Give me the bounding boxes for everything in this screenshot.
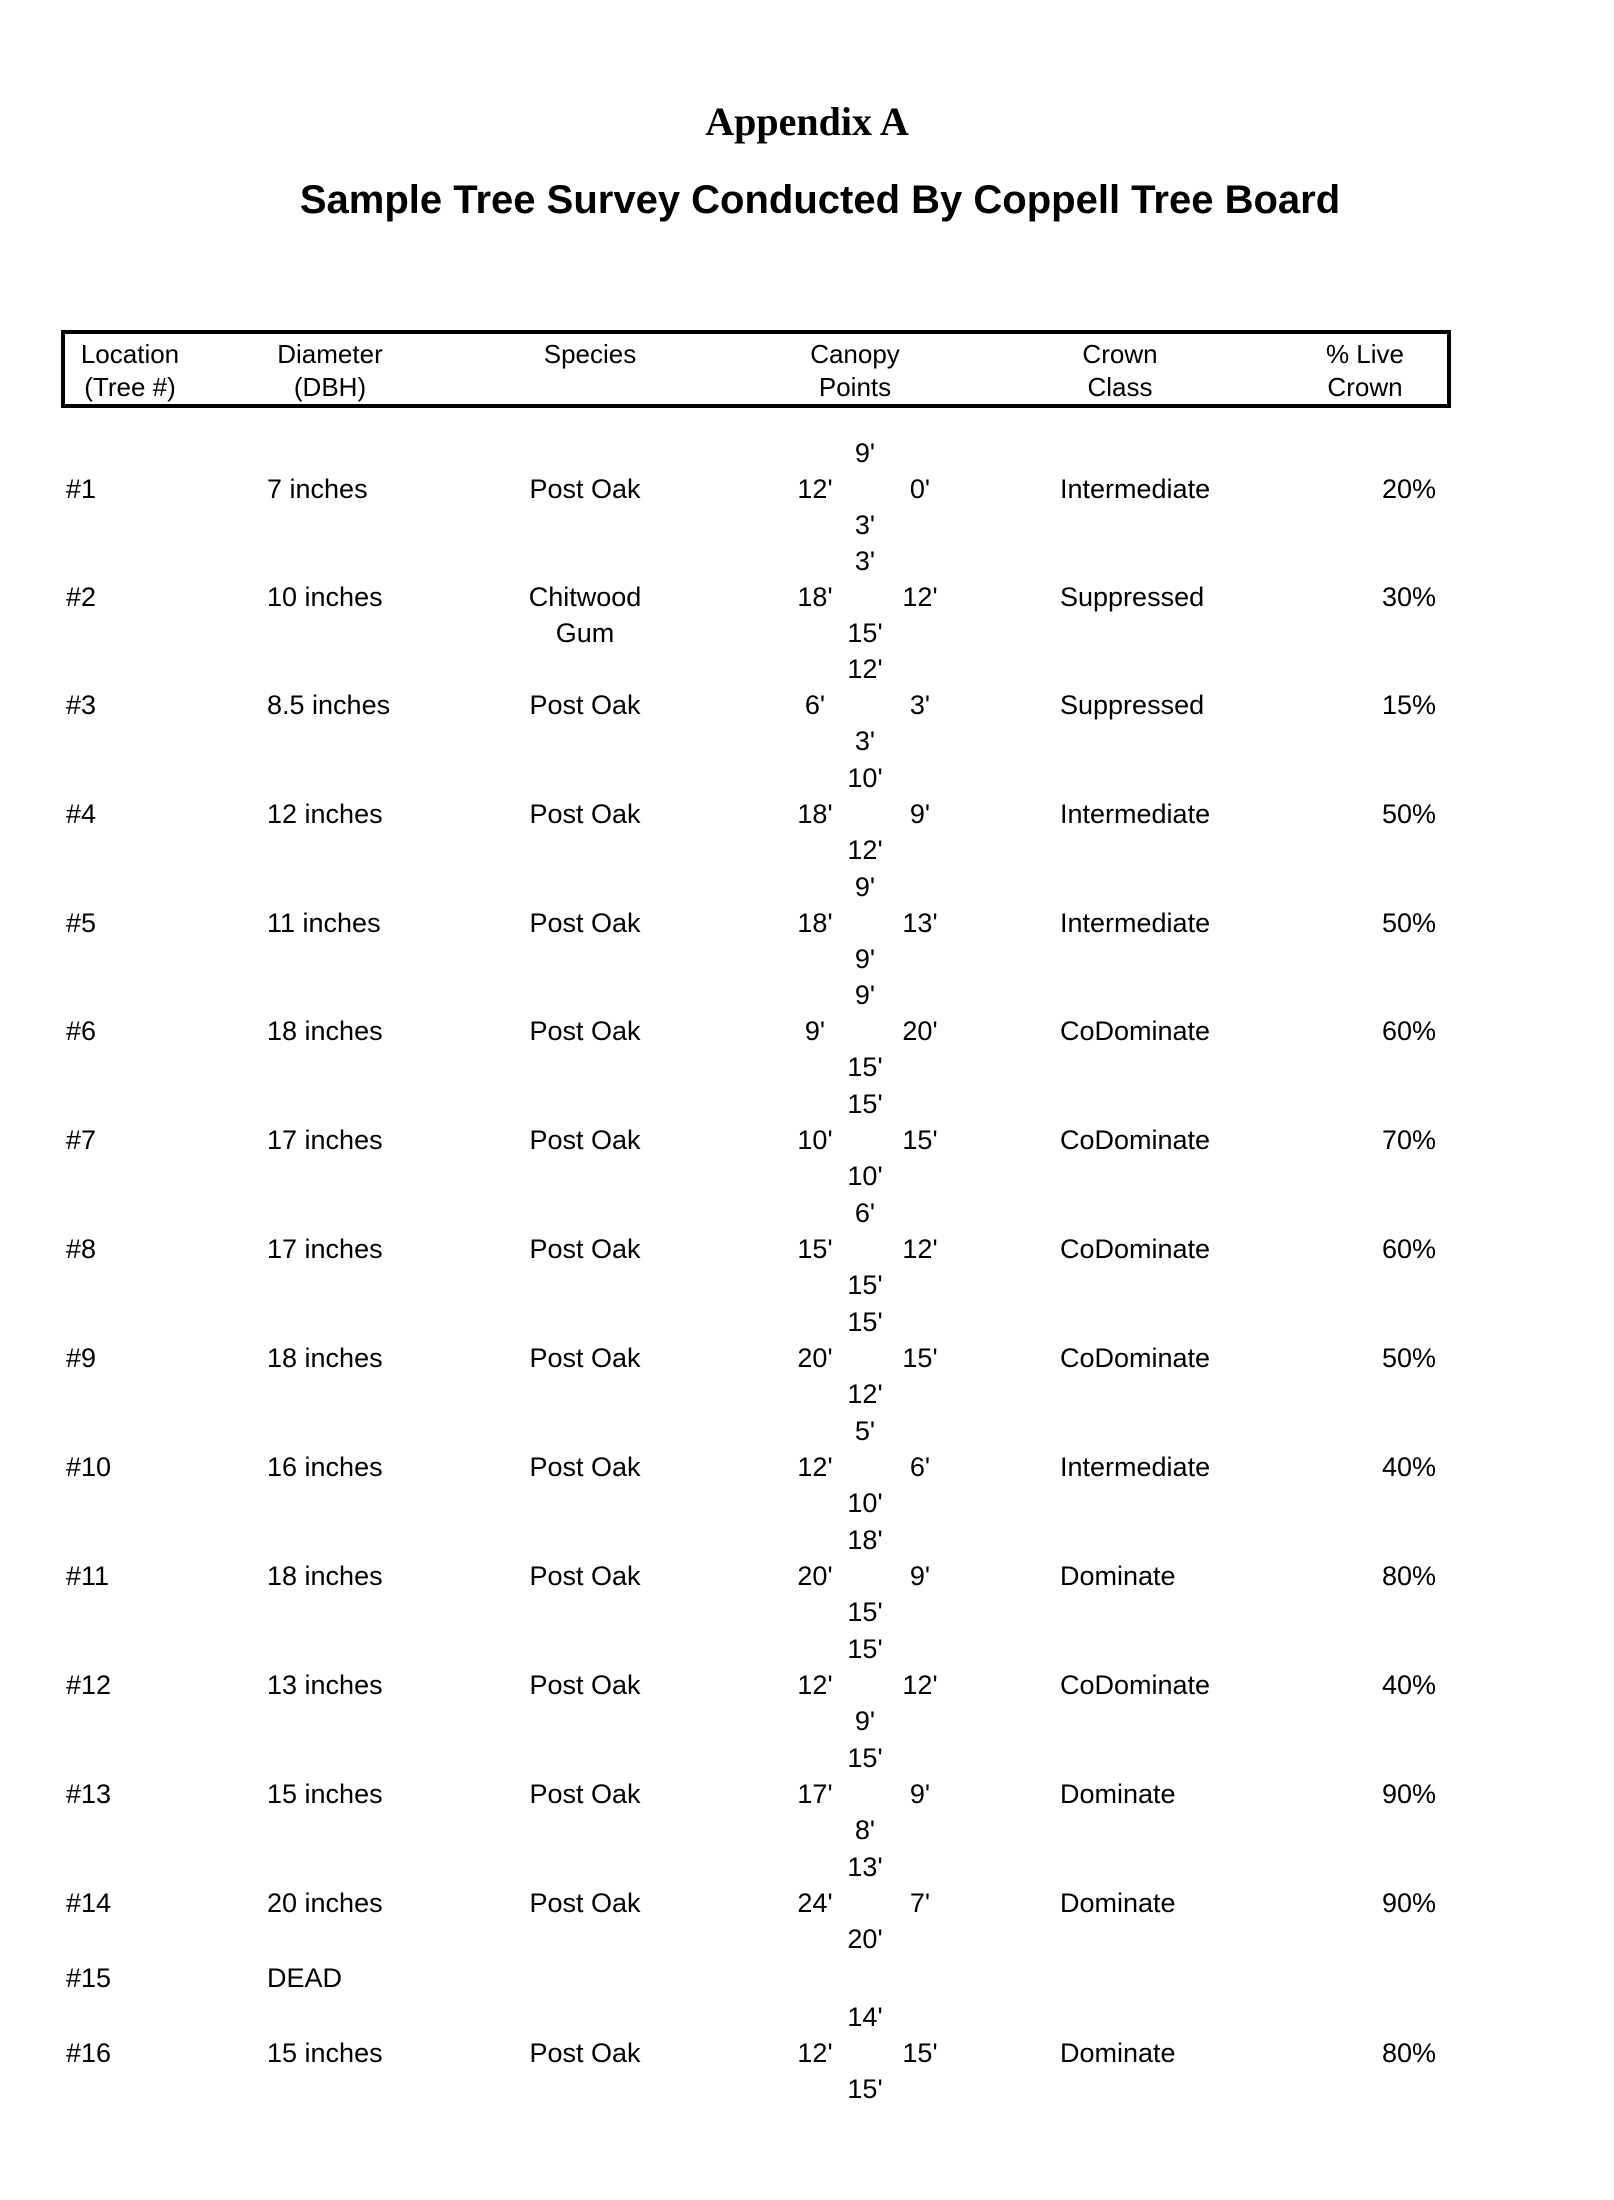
canopy-point-south: 15' xyxy=(847,618,883,648)
tree-diameter: 18 inches xyxy=(267,1561,383,1591)
canopy-point-south: 15' xyxy=(847,1597,883,1627)
canopy-point-south: 15' xyxy=(847,2074,883,2104)
live-crown-percent: 80% xyxy=(1381,1561,1436,1591)
live-crown-percent: 40% xyxy=(1381,1452,1436,1482)
crown-class: CoDominate xyxy=(1060,1125,1211,1155)
canopy-point-west: 10' xyxy=(797,1125,833,1155)
canopy-point-north: 18' xyxy=(847,1525,883,1555)
tree-location: #6 xyxy=(66,1016,97,1046)
canopy-point-west: 12' xyxy=(797,2038,833,2068)
crown-class: CoDominate xyxy=(1060,1343,1211,1373)
canopy-point-east: 15' xyxy=(902,1125,938,1155)
canopy-point-east: 0' xyxy=(909,474,931,504)
tree-location: #5 xyxy=(66,908,97,938)
canopy-point-south: 3' xyxy=(854,510,876,540)
header-canopy-line1: Canopy xyxy=(810,339,900,369)
tree-location: #10 xyxy=(66,1452,112,1482)
canopy-point-north: 14' xyxy=(847,2002,883,2032)
header-diameter-line2: (DBH) xyxy=(293,372,367,402)
tree-species: Post Oak xyxy=(529,1670,641,1700)
canopy-point-west: 18' xyxy=(797,582,833,612)
crown-class: Dominate xyxy=(1060,1888,1176,1918)
header-location-line1: Location xyxy=(80,339,180,369)
tree-location: #1 xyxy=(66,474,97,504)
live-crown-percent: 90% xyxy=(1381,1888,1436,1918)
tree-location: #8 xyxy=(66,1234,97,1264)
tree-species: Post Oak xyxy=(529,690,641,720)
tree-diameter: 16 inches xyxy=(267,1452,383,1482)
live-crown-percent: 50% xyxy=(1381,1343,1436,1373)
canopy-point-east: 9' xyxy=(909,1779,931,1809)
canopy-point-east: 9' xyxy=(909,1561,931,1591)
live-crown-percent: 30% xyxy=(1381,582,1436,612)
canopy-point-west: 24' xyxy=(797,1888,833,1918)
crown-class: Intermediate xyxy=(1060,474,1211,504)
canopy-point-north: 15' xyxy=(847,1634,883,1664)
tree-diameter: 18 inches xyxy=(267,1016,383,1046)
tree-diameter: 17 inches xyxy=(267,1125,383,1155)
canopy-point-south: 20' xyxy=(847,1924,883,1954)
tree-species: Post Oak xyxy=(529,1125,641,1155)
tree-location: #13 xyxy=(66,1779,112,1809)
header-crown-class-line1: Crown xyxy=(1082,339,1158,369)
tree-location: #12 xyxy=(66,1670,112,1700)
tree-species: Post Oak xyxy=(529,474,641,504)
canopy-point-south: 10' xyxy=(847,1161,883,1191)
header-live-crown-line2: Crown xyxy=(1327,372,1403,402)
canopy-point-north: 13' xyxy=(847,1852,883,1882)
tree-species: Post Oak xyxy=(529,1016,641,1046)
tree-location: #2 xyxy=(66,582,97,612)
canopy-point-east: 12' xyxy=(902,1670,938,1700)
live-crown-percent: 40% xyxy=(1381,1670,1436,1700)
tree-location: #9 xyxy=(66,1343,97,1373)
tree-location: #7 xyxy=(66,1125,97,1155)
tree-species: Post Oak xyxy=(529,1888,641,1918)
canopy-point-north: 9' xyxy=(854,872,876,902)
canopy-point-east: 15' xyxy=(902,1343,938,1373)
header-species-line1: Species xyxy=(543,339,637,369)
live-crown-percent: 20% xyxy=(1381,474,1436,504)
tree-location: #11 xyxy=(66,1561,110,1591)
tree-diameter: 18 inches xyxy=(267,1343,383,1373)
canopy-point-north: 9' xyxy=(854,438,876,468)
crown-class: Intermediate xyxy=(1060,799,1211,829)
tree-diameter: 12 inches xyxy=(267,799,383,829)
live-crown-percent: 60% xyxy=(1381,1234,1436,1264)
crown-class: Dominate xyxy=(1060,1779,1176,1809)
canopy-point-west: 20' xyxy=(797,1343,833,1373)
canopy-point-west: 9' xyxy=(804,1016,826,1046)
crown-class: Dominate xyxy=(1060,2038,1176,2068)
tree-species: Post Oak xyxy=(529,2038,641,2068)
live-crown-percent: 50% xyxy=(1381,799,1436,829)
tree-location: #16 xyxy=(66,2038,112,2068)
live-crown-percent: 90% xyxy=(1381,1779,1436,1809)
canopy-point-north: 15' xyxy=(847,1743,883,1773)
crown-class: CoDominate xyxy=(1060,1234,1211,1264)
crown-class: CoDominate xyxy=(1060,1670,1211,1700)
canopy-point-north: 6' xyxy=(854,1198,876,1228)
canopy-point-south: 15' xyxy=(847,1052,883,1082)
canopy-point-south: 8' xyxy=(854,1815,876,1845)
tree-species: Post Oak xyxy=(529,1234,641,1264)
canopy-point-south: 12' xyxy=(847,1379,883,1409)
canopy-point-west: 20' xyxy=(797,1561,833,1591)
canopy-point-north: 15' xyxy=(847,1307,883,1337)
crown-class: Intermediate xyxy=(1060,1452,1211,1482)
canopy-point-north: 3' xyxy=(854,546,876,576)
tree-diameter: 13 inches xyxy=(267,1670,383,1700)
live-crown-percent: 80% xyxy=(1381,2038,1436,2068)
canopy-point-north: 5' xyxy=(854,1416,876,1446)
crown-class: Intermediate xyxy=(1060,908,1211,938)
tree-diameter: 17 inches xyxy=(267,1234,383,1264)
tree-diameter: 7 inches xyxy=(267,474,368,504)
header-location-line2: (Tree #) xyxy=(84,372,176,402)
crown-class: Suppressed xyxy=(1060,690,1205,720)
canopy-point-east: 3' xyxy=(909,690,931,720)
tree-location: #14 xyxy=(66,1888,112,1918)
canopy-point-north: 15' xyxy=(847,1089,883,1119)
crown-class: CoDominate xyxy=(1060,1016,1211,1046)
canopy-point-south: 15' xyxy=(847,1270,883,1300)
canopy-point-east: 7' xyxy=(909,1888,931,1918)
tree-species: Post Oak xyxy=(529,908,641,938)
canopy-point-east: 15' xyxy=(902,2038,938,2068)
page-title: Appendix A xyxy=(705,99,909,144)
canopy-point-south: 3' xyxy=(854,726,876,756)
canopy-point-east: 12' xyxy=(902,1234,938,1264)
canopy-point-east: 12' xyxy=(902,582,938,612)
canopy-point-south: 9' xyxy=(854,944,876,974)
tree-diameter: 20 inches xyxy=(267,1888,383,1918)
crown-class: Dominate xyxy=(1060,1561,1176,1591)
crown-class: Suppressed xyxy=(1060,582,1205,612)
canopy-point-west: 12' xyxy=(797,1452,833,1482)
canopy-point-south: 9' xyxy=(854,1706,876,1736)
canopy-point-south: 12' xyxy=(847,835,883,865)
live-crown-percent: 70% xyxy=(1381,1125,1436,1155)
tree-location: #15 xyxy=(66,1963,112,1993)
tree-species-line2: Gum xyxy=(555,618,615,648)
canopy-point-east: 6' xyxy=(909,1452,931,1482)
canopy-point-east: 9' xyxy=(909,799,931,829)
tree-species: Post Oak xyxy=(529,1561,641,1591)
header-crown-class-line2: Class xyxy=(1087,372,1153,402)
header-live-crown-line1: % Live xyxy=(1325,339,1405,369)
canopy-point-west: 18' xyxy=(797,799,833,829)
tree-diameter: 8.5 inches xyxy=(267,690,391,720)
tree-location: #4 xyxy=(66,799,97,829)
header-diameter-line1: Diameter xyxy=(277,339,383,369)
tree-species: Post Oak xyxy=(529,1343,641,1373)
live-crown-percent: 15% xyxy=(1381,690,1436,720)
tree-species: Post Oak xyxy=(529,1452,641,1482)
canopy-point-west: 15' xyxy=(797,1234,833,1264)
canopy-point-north: 12' xyxy=(847,654,883,684)
tree-diameter: 11 inches xyxy=(267,908,381,938)
tree-diameter: DEAD xyxy=(267,1963,343,1993)
tree-species: Post Oak xyxy=(529,799,641,829)
canopy-point-south: 10' xyxy=(847,1488,883,1518)
canopy-point-west: 6' xyxy=(804,690,826,720)
canopy-point-west: 18' xyxy=(797,908,833,938)
tree-location: #3 xyxy=(66,690,97,720)
page-subtitle: Sample Tree Survey Conducted By Coppell Tree Board xyxy=(299,178,1341,222)
tree-diameter: 10 inches xyxy=(267,582,383,612)
tree-diameter: 15 inches xyxy=(267,1779,383,1809)
canopy-point-north: 9' xyxy=(854,980,876,1010)
canopy-point-north: 10' xyxy=(847,763,883,793)
tree-species: Chitwood xyxy=(528,582,642,612)
canopy-point-west: 12' xyxy=(797,1670,833,1700)
canopy-point-west: 12' xyxy=(797,474,833,504)
canopy-point-east: 20' xyxy=(902,1016,938,1046)
canopy-point-east: 13' xyxy=(902,908,938,938)
live-crown-percent: 60% xyxy=(1381,1016,1436,1046)
live-crown-percent: 50% xyxy=(1381,908,1436,938)
header-canopy-line2: Points xyxy=(818,372,892,402)
tree-species: Post Oak xyxy=(529,1779,641,1809)
canopy-point-west: 17' xyxy=(797,1779,833,1809)
tree-diameter: 15 inches xyxy=(267,2038,383,2068)
